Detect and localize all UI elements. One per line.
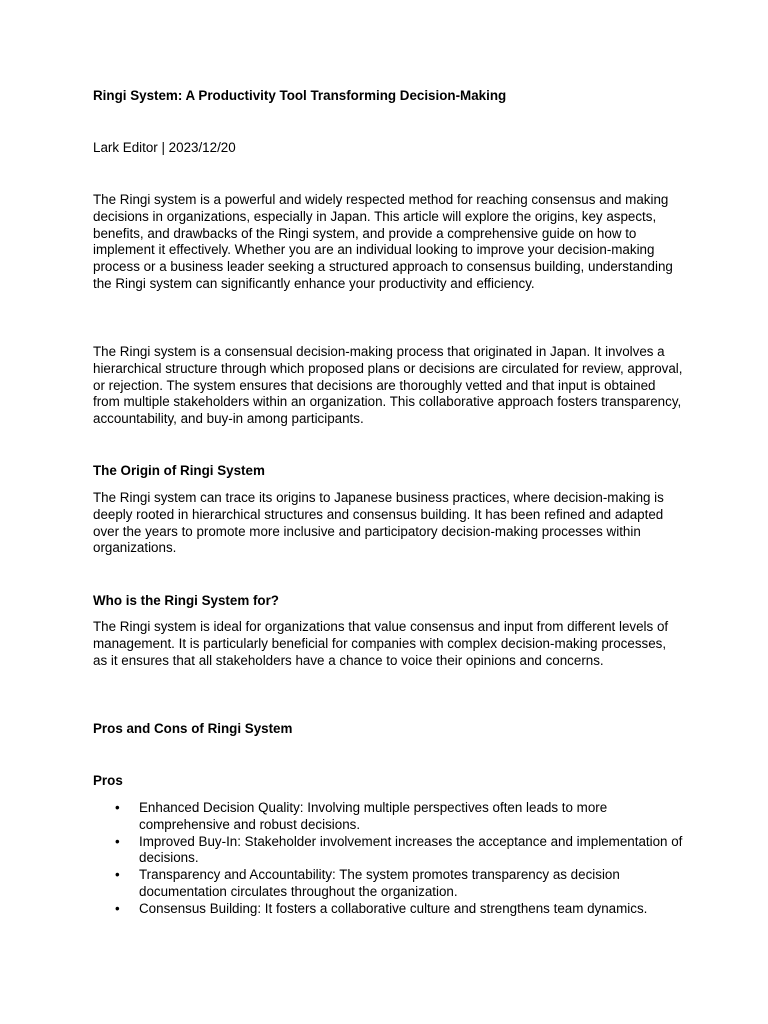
byline: Lark Editor | 2023/12/20 <box>93 140 236 155</box>
bullet-icon: • <box>115 800 120 815</box>
intro-paragraph: The Ringi system is a powerful and widely respected method for reaching consensus and making decisions in organizations, especially in Japan. This article will explore the origins, key aspects, benefits, and drawbacks of the Ringi system, and provide a comprehensive guide on how to implement it effectively. Whether you are an individual looking to improve your decision-making process or a business leader seeking a structured approach to consensus building, understanding the Ringi system can significantly enhance your productivity and efficiency. <box>93 192 673 291</box>
bullet-icon: • <box>115 833 120 849</box>
list-item-text: Improved Buy-In: Stakeholder involvement increases the acceptance and implementation of decisions. <box>139 833 683 866</box>
article-title: Ringi System: A Productivity Tool Transforming Decision-Making <box>93 88 507 103</box>
list-item <box>93 800 683 834</box>
pros-list <box>93 800 683 918</box>
pros-cons-heading: Pros and Cons of Ringi System <box>93 721 293 736</box>
list-item <box>93 867 683 901</box>
origin-paragraph: The Ringi system can trace its origins to Japanese business practices, where decision-making is deeply rooted in hierarchical structures and consensus building. It has been refined and adapted over the years to promote more inclusive and participatory decision-making processes within organizations. <box>93 490 664 556</box>
definition-paragraph: The Ringi system is a consensual decision-making process that originated in Japan. It involves a hierarchical structure through which proposed plans or decisions are circulated for review, approval, or rejection. The system ensures that decisions are thoroughly vetted and that input is obtained from multiple stakeholders within an organization. This collaborative approach fosters transparency, accountability, and buy-in among participants. <box>93 344 683 427</box>
list-item <box>93 901 683 918</box>
list-item-text: Transparency and Accountability: The system promotes transparency as decision documentation circulates throughout the organization. <box>139 867 620 899</box>
bullet-icon: • <box>115 900 120 916</box>
origin-heading: The Origin of Ringi System <box>93 463 265 478</box>
who-paragraph: The Ringi system is ideal for organizations that value consensus and input from different levels of management. It is particularly beneficial for companies with complex decision-making processes, as it ensures that all stakeholders have a chance to voice their opinions and concerns. <box>93 619 669 668</box>
list-item-text: Consensus Building: It fosters a collaborative culture and strengthens team dynamics. <box>139 900 648 916</box>
pros-heading: Pros <box>93 773 123 788</box>
bullet-icon: • <box>115 867 120 883</box>
who-heading: Who is the Ringi System for? <box>93 593 279 608</box>
list-item-text: Enhanced Decision Quality: Involving multiple perspectives often leads to more comprehensive and robust decisions. <box>139 800 608 832</box>
list-item <box>93 834 683 868</box>
